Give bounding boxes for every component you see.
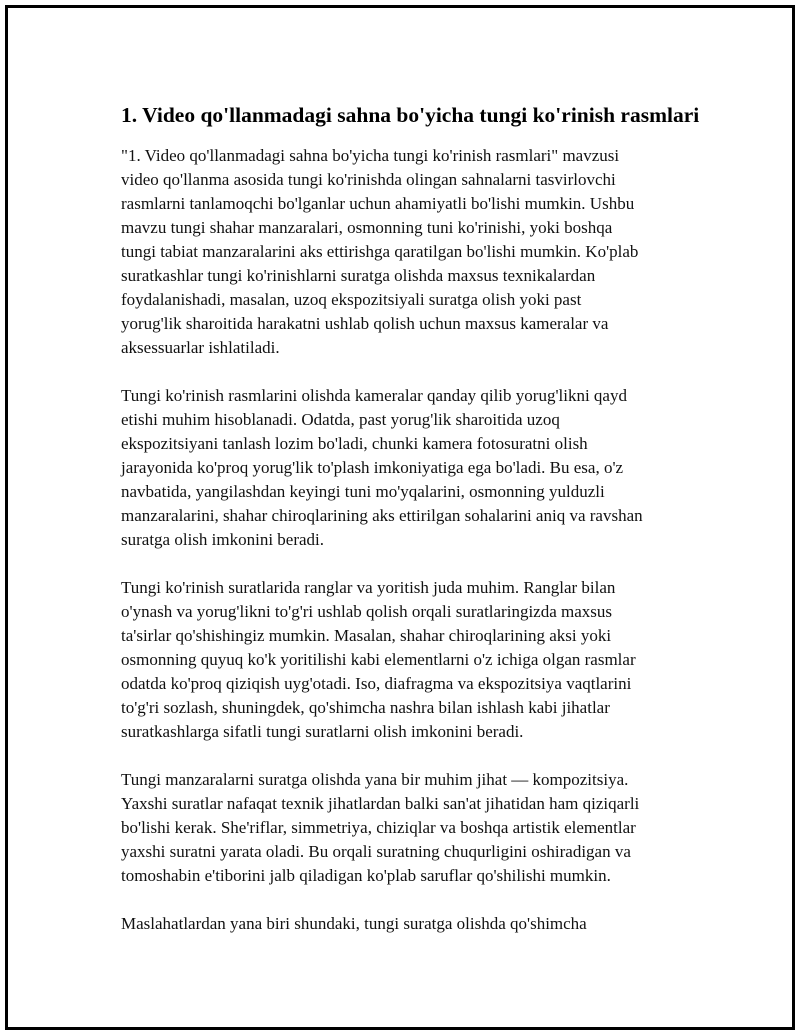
paragraph-line: odatda ko'proq qiziqish uyg'otadi. Iso, diafragma va ekspozitsiya vaqtlarini [121,674,632,693]
paragraph-line: aksessuarlar ishlatiladi. [121,338,280,357]
paragraph-line: video qo'llanma asosida tungi ko'rinishda olingan sahnalarni tasvirlovchi [121,170,616,189]
paragraph-line: ta'sirlar qo'shishingiz mumkin. Masalan, shahar chiroqlarining aksi yoki [121,626,612,645]
paragraph-line: manzaralarini, shahar chiroqlarining aks ettirilgan sohalarini aniq va ravshan [121,506,643,525]
paragraph-line: navbatida, yangilashdan keyingi tuni mo'yqalarini, osmonning yulduzli [121,482,605,501]
paragraph-line: osmonning quyuq ko'k yoritilishi kabi elementlarni o'z ichiga olgan rasmlar [121,650,636,669]
paragraph-line: jarayonida ko'proq yorug'lik to'plash imkoniyatiga ega bo'ladi. Bu esa, o'z [121,458,624,477]
paragraph-line: tomoshabin e'tiborini jalb qiladigan ko'plab saruflar qo'shilishi mumkin. [121,866,611,885]
paragraph-line: "1. Video qo'llanmadagi sahna bo'yicha tungi ko'rinish rasmlari" mavzusi [121,146,620,165]
paragraph-line: Yaxshi suratlar nafaqat texnik jihatlardan balki san'at jihatidan ham qiziqarli [121,794,640,813]
document-title: 1. Video qo'llanmadagi sahna bo'yicha tungi ko'rinish rasmlari [121,103,700,127]
paragraph-1 [121,144,706,360]
paragraph-line: Tungi manzaralarni suratga olishda yana bir muhim jihat — kompozitsiya. [121,770,629,789]
paragraph-line: o'ynash va yorug'likni to'g'ri ushlab qolish orqali suratlaringizda maxsus [121,602,613,621]
document-body [121,100,706,960]
paragraph-line: Tungi ko'rinish suratlarida ranglar va yoritish juda muhim. Ranglar bilan [121,578,616,597]
paragraph-4 [121,768,706,888]
paragraph-line: suratkashlarga sifatli tungi suratlarni olish imkonini beradi. [121,722,524,741]
paragraph-line: tungi tabiat manzaralarini aks ettirishga qaratilgan bo'lishi mumkin. Ko'plab [121,242,639,261]
paragraph-3 [121,576,706,744]
paragraph-line: Tungi ko'rinish rasmlarini olishda kameralar qanday qilib yorug'likni qayd [121,386,627,405]
paragraph-5 [121,912,706,936]
paragraph-line: bo'lishi kerak. She'riflar, simmetriya, chiziqlar va boshqa artistik elementlar [121,818,636,837]
paragraph-line: to'g'ri sozlash, shuningdek, qo'shimcha nashra bilan ishlash kabi jihatlar [121,698,610,717]
paragraph-line: yaxshi suratni yarata oladi. Bu orqali suratning chuqurligini oshiradigan va [121,842,631,861]
paragraph-line: Maslahatlardan yana biri shundaki, tungi suratga olishda qo'shimcha [121,914,587,933]
paragraph-line: foydalanishadi, masalan, uzoq ekspozitsiyali suratga olish yoki past [121,290,582,309]
paragraph-line: rasmlarni tanlamoqchi bo'lganlar uchun ahamiyatli bo'lishi mumkin. Ushbu [121,194,635,213]
paragraph-line: yorug'lik sharoitida harakatni ushlab qolish uchun maxsus kameralar va [121,314,609,333]
paragraph-line: suratkashlar tungi ko'rinishlarni suratga olishda maxsus texnikalardan [121,266,596,285]
paragraph-line: suratga olish imkonini beradi. [121,530,325,549]
page-frame [5,5,795,1030]
paragraph-2 [121,384,706,552]
paragraph-line: mavzu tungi shahar manzaralari, osmonning tuni ko'rinishi, yoki boshqa [121,218,613,237]
paragraph-line: ekspozitsiyani tanlash lozim bo'ladi, chunki kamera fotosuratni olish [121,434,588,453]
paragraph-line: etishi muhim hisoblanadi. Odatda, past yorug'lik sharoitida uzoq [121,410,560,429]
